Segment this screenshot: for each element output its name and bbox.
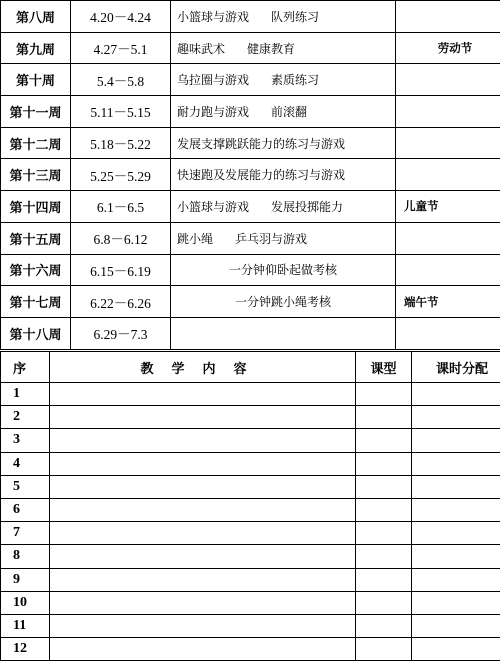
schedule-row [1,222,500,254]
note-cell [396,127,500,159]
content-secondary: 前滚翻 [271,105,307,119]
lesson-number: 4 [1,452,50,475]
lesson-hours-cell[interactable] [412,522,500,545]
lesson-type-cell[interactable] [356,498,412,521]
content-primary: 耐力跑与游戏 [177,105,249,119]
lesson-number: 6 [1,498,50,521]
date-range-cell: 6.1－6.5 [71,191,171,223]
note-cell [396,317,500,349]
content-cell [171,159,396,191]
content-secondary: 乒乓羽与游戏 [235,232,307,246]
week-cell: 第十三周 [1,159,71,191]
content-primary: 小篮球与游戏 [177,200,249,214]
note-cell [396,96,500,128]
lesson-content-cell[interactable] [50,406,356,429]
lesson-hours-cell[interactable] [412,614,500,637]
lesson-number: 5 [1,475,50,498]
content-primary: 小篮球与游戏 [177,10,249,24]
lesson-type-cell[interactable] [356,406,412,429]
lesson-number: 2 [1,406,50,429]
lesson-hours-cell[interactable] [412,383,500,406]
lesson-type-cell[interactable] [356,475,412,498]
lesson-row [1,475,500,498]
content-secondary: 发展投掷能力 [271,200,343,214]
lesson-content-cell[interactable] [50,522,356,545]
week-cell: 第八周 [1,1,71,33]
week-cell: 第十七周 [1,286,71,318]
content-primary: 快速跑及发展能力的练习与游戏 [177,168,345,182]
note-cell [396,159,500,191]
content-primary: 跳小绳 [177,232,213,246]
week-cell: 第十周 [1,64,71,96]
lesson-hours-cell[interactable] [412,452,500,475]
content-secondary: 素质练习 [271,73,319,87]
note-cell [396,222,500,254]
lesson-number: 8 [1,545,50,568]
content-primary: 乌拉圈与游戏 [177,73,249,87]
week-cell: 第十五周 [1,222,71,254]
lesson-row [1,452,500,475]
content-secondary: 健康教育 [247,42,295,56]
lesson-type-cell[interactable] [356,568,412,591]
lesson-hours-cell[interactable] [412,591,500,614]
note-cell: 劳动节 [396,32,500,64]
content-cell [171,1,396,33]
week-cell: 第十一周 [1,96,71,128]
lesson-content-cell[interactable] [50,475,356,498]
content-secondary: 队列练习 [271,10,319,24]
lesson-content-cell[interactable] [50,545,356,568]
lesson-row [1,383,500,406]
lesson-type-cell[interactable] [356,452,412,475]
schedule-row [1,317,500,349]
note-cell: 端午节 [396,286,500,318]
lesson-hours-cell[interactable] [412,475,500,498]
note-cell [396,254,500,286]
schedule-row [1,96,500,128]
date-range-cell: 5.4－5.8 [71,64,171,96]
week-cell: 第十八周 [1,317,71,349]
content-cell [171,191,396,223]
week-cell: 第十二周 [1,127,71,159]
lesson-number: 1 [1,383,50,406]
content-primary: 一分钟跳小绳考核 [235,295,331,309]
lesson-type-cell[interactable] [356,522,412,545]
note-cell [396,64,500,96]
date-range-cell: 6.29－7.3 [71,317,171,349]
content-primary: 一分钟仰卧起做考核 [229,263,337,277]
lesson-type-cell[interactable] [356,383,412,406]
lesson-number: 3 [1,429,50,452]
lesson-content-cell[interactable] [50,452,356,475]
date-range-cell: 5.25－5.29 [71,159,171,191]
header-content: 教学内容 [50,352,356,383]
week-cell: 第十四周 [1,191,71,223]
lesson-row [1,568,500,591]
lesson-type-cell[interactable] [356,614,412,637]
date-range-cell: 6.22－6.26 [71,286,171,318]
week-cell: 第十六周 [1,254,71,286]
header-seq: 序 [1,352,50,383]
lesson-number: 7 [1,522,50,545]
content-cell [171,286,396,318]
lesson-number: 12 [1,638,50,661]
lesson-header-row [1,352,500,383]
schedule-row [1,1,500,33]
lesson-row [1,522,500,545]
lesson-number: 9 [1,568,50,591]
note-cell [396,1,500,33]
lesson-row [1,614,500,637]
schedule-row [1,286,500,318]
lesson-hours-cell[interactable] [412,545,500,568]
lesson-plan-table [0,351,500,661]
lesson-content-cell[interactable] [50,591,356,614]
content-cell [171,96,396,128]
lesson-type-cell[interactable] [356,429,412,452]
content-primary: 趣味武术 [177,42,225,56]
lesson-content-cell[interactable] [50,638,356,661]
week-cell: 第九周 [1,32,71,64]
lesson-content-cell[interactable] [50,568,356,591]
content-cell [171,32,396,64]
date-range-cell: 4.20－4.24 [71,1,171,33]
date-range-cell: 5.18－5.22 [71,127,171,159]
lesson-hours-cell[interactable] [412,568,500,591]
content-cell [171,64,396,96]
content-cell [171,254,396,286]
date-range-cell: 4.27－5.1 [71,32,171,64]
lesson-content-cell[interactable] [50,383,356,406]
schedule-row [1,127,500,159]
date-range-cell: 6.8－6.12 [71,222,171,254]
lesson-row [1,545,500,568]
content-cell [171,317,396,349]
lesson-hours-cell[interactable] [412,429,500,452]
date-range-cell: 6.15－6.19 [71,254,171,286]
lesson-row [1,591,500,614]
lesson-row [1,638,500,661]
lesson-type-cell[interactable] [356,638,412,661]
lesson-content-cell[interactable] [50,498,356,521]
content-cell [171,222,396,254]
lesson-type-cell[interactable] [356,545,412,568]
lesson-content-cell[interactable] [50,429,356,452]
lesson-type-cell[interactable] [356,591,412,614]
lesson-number: 10 [1,591,50,614]
schedule-row [1,32,500,64]
date-range-cell: 5.11－5.15 [71,96,171,128]
lesson-row [1,498,500,521]
lesson-hours-cell[interactable] [412,638,500,661]
schedule-row [1,254,500,286]
content-cell [171,127,396,159]
lesson-content-cell[interactable] [50,614,356,637]
schedule-row [1,191,500,223]
header-lesson-type: 课型 [356,352,412,383]
lesson-hours-cell[interactable] [412,406,500,429]
schedule-row [1,64,500,96]
header-hours: 课时分配 [412,352,500,383]
note-cell: 儿童节 [396,191,500,223]
lesson-number: 11 [1,614,50,637]
schedule-row [1,159,500,191]
content-primary: 发展支撑跳跃能力的练习与游戏 [177,137,345,151]
lesson-hours-cell[interactable] [412,498,500,521]
lesson-row [1,406,500,429]
lesson-row [1,429,500,452]
